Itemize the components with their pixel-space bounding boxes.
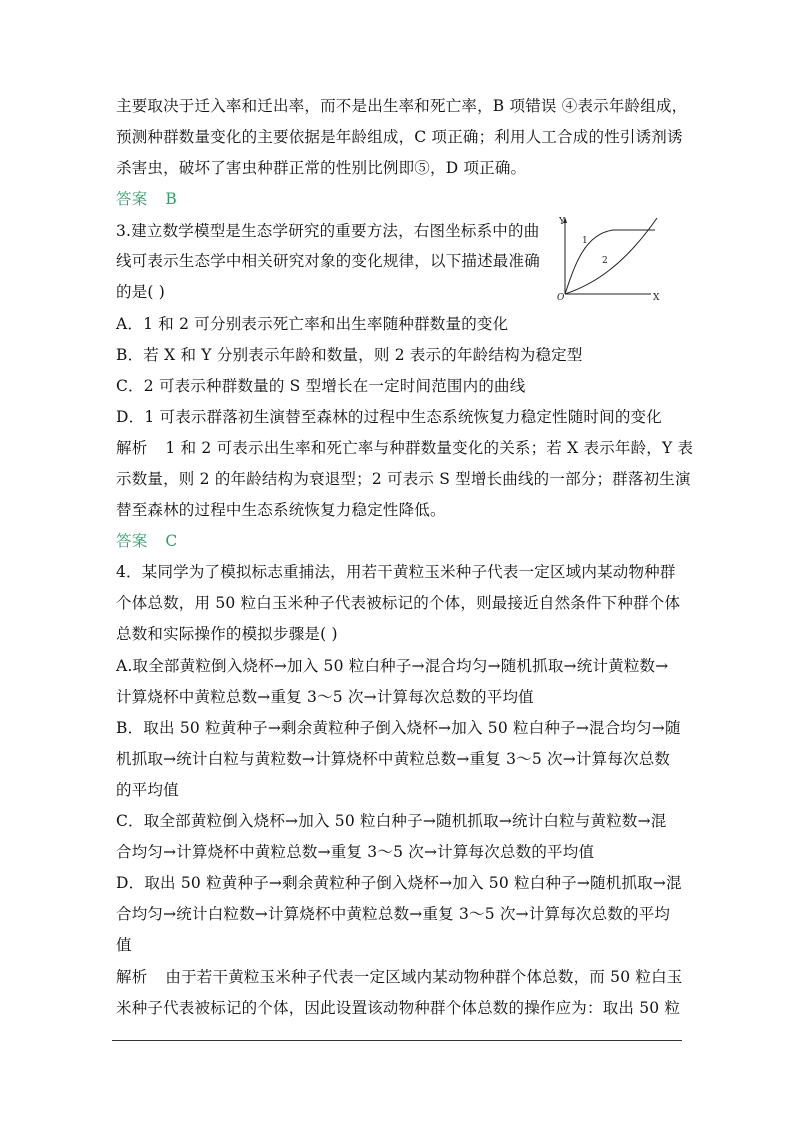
q4-option-a-line-1: A.取全部黄粒倒入烧杯→加入 50 粒白种子→混合均匀→随机抓取→统计黄粒数→ — [116, 657, 669, 675]
q3-answer-label: 答案 — [116, 532, 148, 550]
q3-stem-line-2: 线可表示生态学中相关研究对象的变化规律，以下描述最准确 — [116, 252, 540, 270]
curve-2 — [565, 218, 657, 294]
q3-answer-value: C — [165, 532, 178, 550]
q4-option-d-line-3: 值 — [116, 936, 132, 954]
q3-coordinate-figure — [555, 214, 680, 306]
q3-analysis-line-1 — [116, 437, 693, 459]
q3-option-a: A．1 和 2 可分别表示死亡率和出生率随种群数量的变化 — [116, 315, 509, 333]
origin-label: O — [557, 293, 565, 303]
q4-analysis-label: 解析 — [116, 968, 148, 986]
y-axis-label: Y — [559, 217, 565, 227]
q3-analysis-line-3: 替至森林的过程中生态系统恢复力稳定性降低。 — [116, 501, 446, 519]
q4-option-a-line-2: 计算烧杯中黄粒总数→重复 3～5 次→计算每次总数的平均值 — [116, 688, 534, 706]
q3-answer — [116, 530, 177, 552]
prev-explanation-line-2: 预测种群数量变化的主要依据是年龄组成，C 项正确；利用人工合成的性引诱剂诱 — [116, 128, 683, 146]
prev-explanation-line-3: 杀害虫，破坏了害虫种群正常的性别比例即⑤，D 项正确。 — [116, 159, 527, 177]
x-axis-label: X — [653, 293, 660, 303]
prev-answer-label: 答案 — [116, 190, 148, 208]
q4-option-b-line-3: 的平均值 — [116, 781, 179, 799]
q4-option-d-line-1: D．取出 50 粒黄种子→剩余黄粒种子倒入烧杯→加入 50 粒白种子→随机抓取→混 — [116, 874, 682, 892]
q3-analysis-line-2: 示数量，则 2 的年龄结构为衰退型；2 可表示 S 型增长曲线的一部分；群落初生演 — [116, 470, 691, 488]
q4-analysis-text-1: 由于若干黄粒玉米种子代表一定区域内某动物种群个体总数，而 50 粒白玉 — [165, 968, 683, 986]
prev-explanation-line-1: 主要取决于迁入率和迁出率，而不是出生率和死亡率，B 项错误 ④表示年龄组成， — [116, 97, 688, 115]
q3-stem-line-1: 3.建立数学模型是生态学研究的重要方法，右图坐标系中的曲 — [116, 222, 540, 240]
q4-option-d-line-2: 合均匀→统计白粒数→计算烧杯中黄粒总数→重复 3～5 次→计算每次总数的平均 — [116, 905, 671, 923]
q4-analysis-line-2: 米种子代表被标记的个体，因此设置该动物种群个体总数的操作应为：取出 50 粒 — [116, 999, 681, 1017]
q3-option-c: C．2 可表示种群数量的 S 型增长在一定时间范围内的曲线 — [116, 377, 526, 395]
curve-2-label: 2 — [602, 256, 608, 266]
curve-1 — [565, 230, 655, 294]
q3-option-d: D．1 可表示群落初生演替至森林的过程中生态系统恢复力稳定性随时间的变化 — [116, 408, 662, 426]
curve-1-label: 1 — [582, 236, 588, 246]
q3-analysis-text-1: 1 和 2 可表示出生率和死亡率与种群数量变化的关系；若 X 表示年龄，Y 表 — [165, 439, 694, 457]
q3-analysis-label: 解析 — [116, 439, 148, 457]
q4-option-b-line-2: 机抓取→统计白粒与黄粒数→计算烧杯中黄粒总数→重复 3～5 次→计算每次总数 — [116, 750, 671, 768]
q4-stem-line-1: 4．某同学为了模拟标志重捕法，用若干黄粒玉米种子代表一定区域内某动物种群 — [116, 563, 676, 581]
q4-option-b-line-1: B．取出 50 粒黄种子→剩余黄粒种子倒入烧杯→加入 50 粒白种子→混合均匀→随 — [116, 719, 681, 737]
page-footer-rule — [112, 1040, 682, 1041]
q4-option-c-line-1: C．取全部黄粒倒入烧杯→加入 50 粒白种子→随机抓取→统计白粒与黄粒数→混 — [116, 812, 667, 830]
q4-option-c-line-2: 合均匀→计算烧杯中黄粒总数→重复 3～5 次→计算每次总数的平均值 — [116, 843, 595, 861]
q3-stem-line-3: 的是( ) — [116, 283, 166, 301]
prev-answer — [116, 188, 177, 210]
q4-analysis-line-1 — [116, 966, 683, 988]
prev-answer-value: B — [165, 190, 177, 208]
q4-stem-line-3: 总数和实际操作的模拟步骤是( ) — [116, 625, 338, 643]
q3-option-b: B．若 X 和 Y 分别表示年龄和数量，则 2 表示的年龄结构为稳定型 — [116, 346, 583, 364]
q4-stem-line-2: 个体总数，用 50 粒白玉米种子代表被标记的个体，则最接近自然条件下种群个体 — [116, 594, 681, 612]
